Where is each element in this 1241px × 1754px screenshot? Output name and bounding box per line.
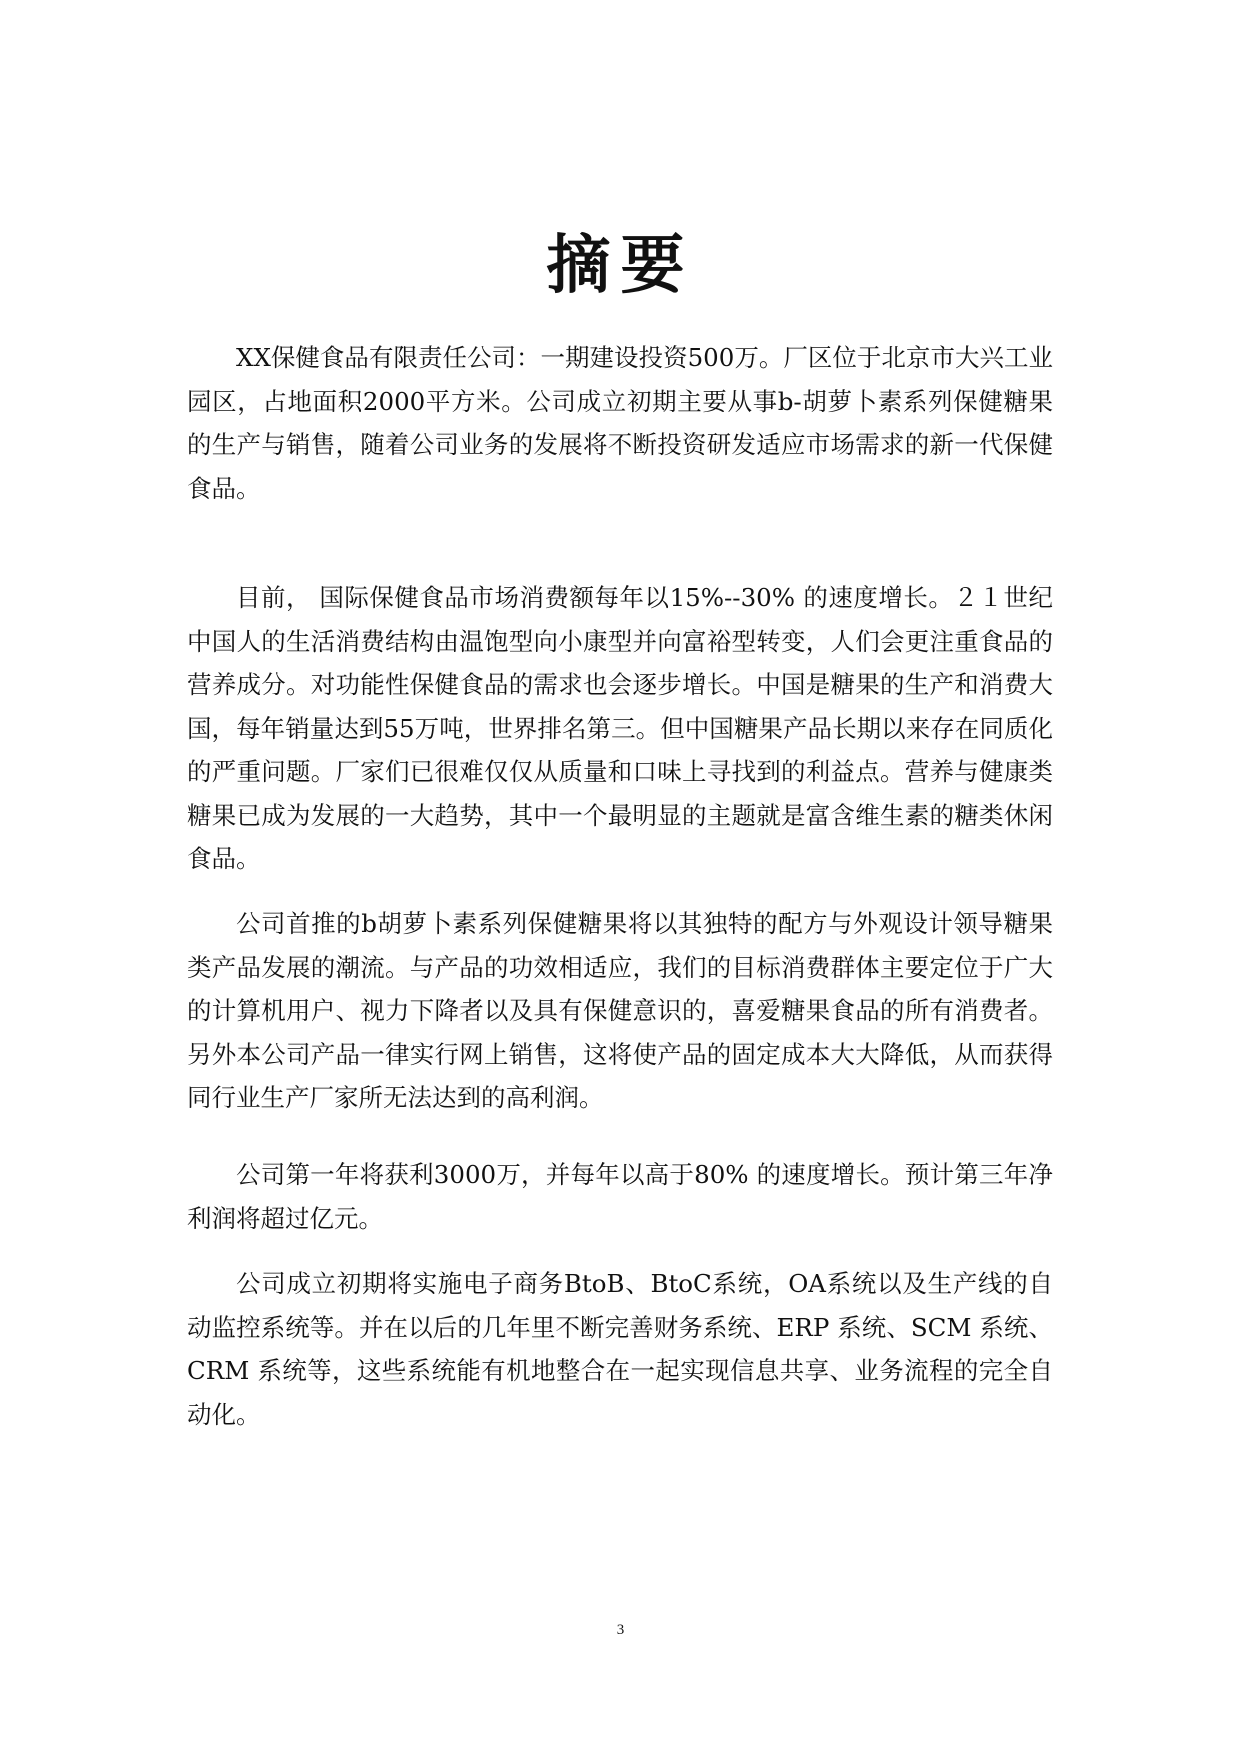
paragraph-market: 目前， 国际保健食品市场消费额每年以15%--30% 的速度增长。２１世纪中国人的生活消费结构由温饱型向小康型并向富裕型转变，人们会更注重食品的营养成分。对功能性保健食品的需求也会逐步增长。中国是糖果的生产和消费大国，每年销量达到55万吨，世界排名第三。但中国糖果产品长期以来存在同质化的严重问题。厂家们已很难仅仅从质量和口味上寻找到的利益点。营养与健康类糖果已成为发展的一大趋势，其中一个最明显的主题就是富含维生素的糖类休闲食品。 — [187, 583, 1053, 873]
page-title: 摘要 — [546, 228, 695, 303]
paragraph-product: 公司首推的b胡萝卜素系列保健糖果将以其独特的配方与外观设计领导糖果类产品发展的潮流。与产品的功效相适应，我们的目标消费群体主要定位于广大的计算机用户、视力下降者以及具有保健意识的，喜爱糖果食品的所有消费者。另外本公司产品一律实行网上销售，这将使产品的固定成本大大降低，从而获得同行业生产厂家所无法达到的高利润。 — [187, 909, 1053, 1112]
paragraph-intro: XX保健食品有限责任公司：一期建设投资500万。厂区位于北京市大兴工业园区，占地面积2000平方米。公司成立初期主要从事b-胡萝卜素系列保健糖果的生产与销售，随着公司业务的发展将不断投资研发适应市场需求的新一代保健食品。 — [187, 343, 1053, 503]
paragraph-systems: 公司成立初期将实施电子商务BtoB、BtoC系统，OA系统以及生产线的自动监控系统等。并在以后的几年里不断完善财务系统、ERP 系统、SCM 系统、CRM 系统等，这些系统能有机地整合在一起实现信息共享、业务流程的完全自动化。 — [187, 1269, 1053, 1429]
paragraph-profit: 公司第一年将获利3000万，并每年以高于80% 的速度增长。预计第三年净利润将超过亿元。 — [187, 1160, 1053, 1233]
page-number: 3 — [616, 1622, 625, 1638]
